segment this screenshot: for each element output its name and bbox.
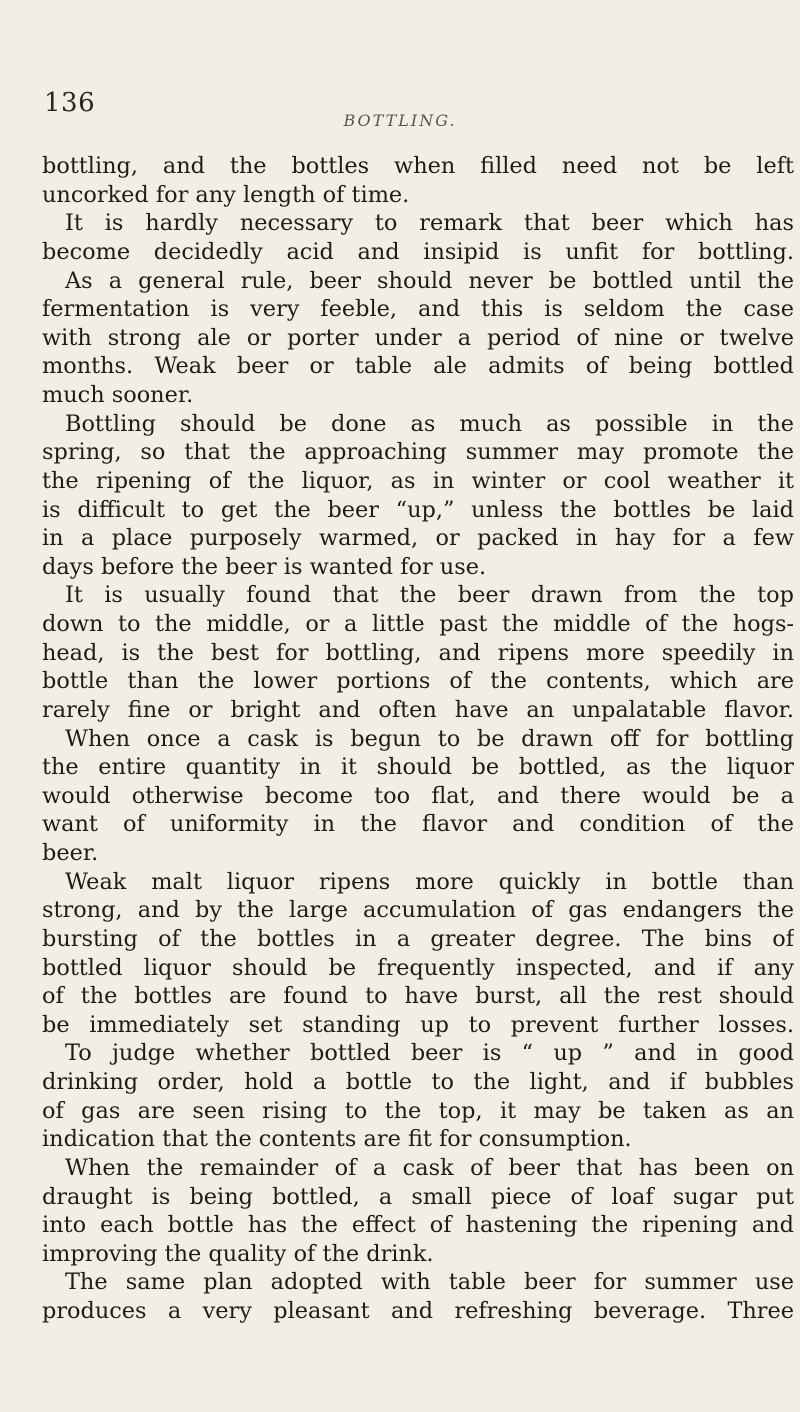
text-line: bottle than the lower portions of the contents, which are (42, 668, 794, 695)
text-line: It is usually found that the beer drawn from the top (65, 582, 794, 609)
text-line: in a place purposely warmed, or packed in hay for a few (42, 525, 794, 552)
text-line: To judge whether bottled beer is “ up ” and in good (65, 1040, 794, 1067)
text-line: The same plan adopted with table beer for summer use (65, 1269, 794, 1296)
text-line: When once a cask is begun to be drawn off for bottling (65, 725, 794, 752)
text-line: bursting of the bottles in a greater degree. The bins of (42, 925, 794, 952)
text-line: produces a very pleasant and refreshing beverage. Three (42, 1298, 794, 1324)
text-line: beer. (42, 840, 99, 866)
body-text (42, 152, 794, 1326)
text-line: days before the beer is wanted for use. (42, 553, 487, 580)
text-line: much sooner. (42, 382, 194, 408)
text-line: be immediately set standing up to prevent further losses. (42, 1011, 794, 1038)
text-line: drinking order, hold a bottle to the light, and if bubbles (42, 1069, 794, 1095)
text-line: the entire quantity in it should be bottled, as the liquor (42, 754, 794, 781)
text-line: become decidedly acid and insipid is unfit for bottling. (42, 238, 794, 265)
text-line: head, is the best for bottling, and ripens more speedily in (42, 639, 794, 666)
text-line: indication that the contents are fit for consumption. (42, 1126, 632, 1153)
text-line: As a general rule, beer should never be bottled until the (65, 267, 794, 294)
text-line: down to the middle, or a little past the middle of the hogs- (42, 611, 794, 637)
running-head: BOTTLING. (343, 111, 457, 130)
text-line: would otherwise become too flat, and there would be a (42, 782, 794, 809)
page-number: 136 (44, 88, 96, 118)
text-line: Weak malt liquor ripens more quickly in bottle than (65, 868, 794, 895)
text-line: strong, and by the large accumulation of gas endangers the (42, 897, 794, 924)
text-line: It is hardly necessary to remark that beer which has (65, 210, 794, 237)
text-line: into each bottle has the effect of hastening the ripening and (42, 1212, 794, 1239)
text-line: of gas are seen rising to the top, it may be taken as an (42, 1097, 794, 1124)
text-line: draught is being bottled, a small piece of loaf sugar put (42, 1183, 794, 1210)
text-line: spring, so that the approaching summer may promote the (42, 439, 794, 466)
text-line: rarely fine or bright and often have an unpalatable flavor. (42, 696, 794, 723)
text-line: of the bottles are found to have burst, all the rest should (42, 983, 794, 1010)
text-line: is difficult to get the beer “up,” unless the bottles be laid (42, 496, 794, 523)
text-line: uncorked for any length of time. (42, 181, 410, 208)
text-line: months. Weak beer or table ale admits of being bottled (42, 353, 794, 380)
text-line: with strong ale or porter under a period of nine or twelve (42, 324, 794, 351)
text-line: bottled liquor should be frequently inspected, and if any (42, 954, 794, 981)
text-line: the ripening of the liquor, as in winter or cool weather it (42, 467, 794, 494)
text-line: fermentation is very feeble, and this is seldom the case (42, 296, 794, 323)
text-line: bottling, and the bottles when filled need not be left (42, 153, 794, 179)
text-line: When the remainder of a cask of beer that has been on (65, 1154, 794, 1181)
text-line: want of uniformity in the flavor and condition of the (42, 811, 794, 838)
text-line: improving the quality of the drink. (42, 1240, 434, 1267)
text-line: Bottling should be done as much as possible in the (65, 410, 794, 437)
